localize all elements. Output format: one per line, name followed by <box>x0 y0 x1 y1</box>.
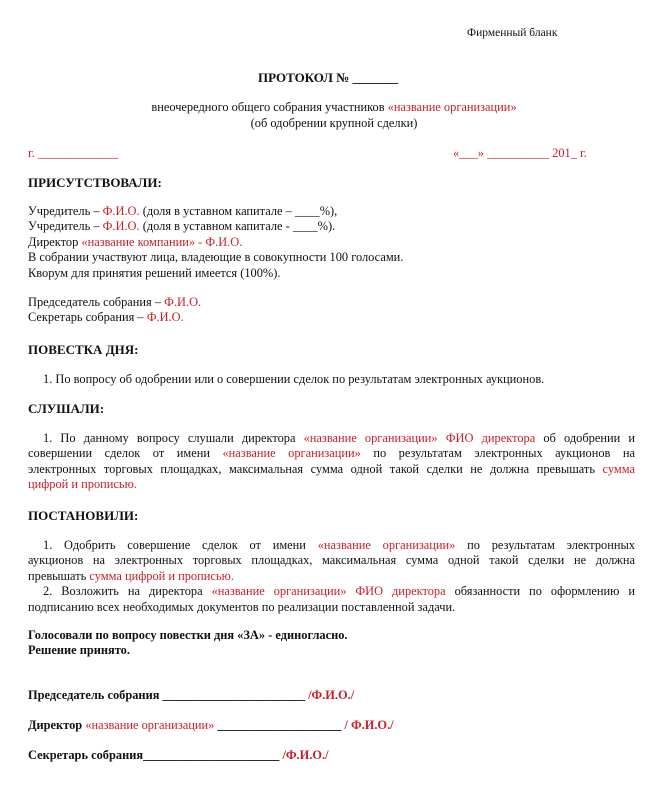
meeting-date: «___» __________ 201_ г. <box>453 146 587 160</box>
secretary-line: Секретарь собрания – Ф.И.О. <box>28 310 184 325</box>
signature-chair-name: /Ф.И.О./ <box>305 688 355 702</box>
letterhead-label: Фирменный бланк <box>467 27 558 39</box>
signature-director <box>28 718 394 733</box>
resolved-line-4: 2. Возложить на директора «название организации» ФИО директора обязанности по оформлению и <box>43 584 635 599</box>
signature-director-org: «название организации» <box>85 718 215 732</box>
heard-paragraph <box>28 431 635 493</box>
subtitle-prefix: внеочередного общего собрания участников <box>151 100 388 114</box>
signature-chair <box>28 688 354 703</box>
subtitle-line2: (об одобрении крупной сделки) <box>250 116 418 130</box>
signature-secretary-label: Секретарь собрания <box>28 748 144 762</box>
signature-chair-blank: _______________________ <box>162 688 306 702</box>
heard-line-2: совершении сделок от имени «название организации» по результатам электронных аукционов на <box>28 446 636 461</box>
quorum-line: Кворум для принятия решений имеется (100%). <box>28 265 281 280</box>
document-subtitle <box>124 100 544 131</box>
decision-line: Решение принято. <box>28 643 130 658</box>
signature-chair-label: Председатель собрания <box>28 688 163 702</box>
heard-heading: СЛУШАЛИ: <box>28 401 105 416</box>
document-title: ПРОТОКОЛ № _______ <box>258 70 399 85</box>
agenda-heading: ПОВЕСТКА ДНЯ: <box>28 342 139 357</box>
signature-secretary-name: /Ф.И.О./ <box>279 748 329 762</box>
founder-line-2: Учредитель – Ф.И.О. (доля в уставном капитале - ____%). <box>28 219 336 234</box>
signature-director-label: Директор <box>28 718 86 732</box>
resolved-line-3: превышать сумма цифрой и прописью. <box>28 568 234 583</box>
present-heading: ПРИСУТСТВОВАЛИ: <box>28 175 162 190</box>
signature-secretary-blank: ______________________ <box>143 748 280 762</box>
heard-line-3: электронных торговых площадках, максимальная сумма одной такой сделки не должна превышать сумма <box>28 461 635 476</box>
heard-line-4: цифрой и прописью. <box>28 477 137 492</box>
subtitle-org: «название организации» <box>387 100 517 114</box>
agenda-item-1: 1. По вопросу об одобрении или о совершении сделок по результатам электронных аукционов. <box>43 372 545 386</box>
present-list <box>28 204 403 281</box>
founder-line-1: Учредитель – Ф.И.О. (доля в уставном капитале – ____%), <box>28 204 338 218</box>
meeting-place <box>28 146 118 161</box>
resolved-paragraph <box>28 538 635 615</box>
signature-director-blank: ____________________ <box>214 718 342 732</box>
signature-director-name: / Ф.И.О./ <box>341 718 394 732</box>
vote-result <box>28 628 348 659</box>
resolved-line-1: 1. Одобрить совершение сделок от имени «название организации» по результатам электронных <box>43 538 636 552</box>
chair-line: Председатель собрания – Ф.И.О. <box>28 295 202 309</box>
votes-line: В собрании участвуют лица, владеющие в совокупности 100 голосами. <box>28 250 404 265</box>
place-city-label: г. <box>28 146 38 160</box>
place-blank: _____________ <box>37 146 119 160</box>
resolved-line-5: подписанию всех необходимых документов по реализации поставленной задачи. <box>28 599 456 614</box>
director-line: Директор «название компании» - Ф.И.О. <box>28 234 243 249</box>
vote-line: Голосовали по вопросу повестки дня «ЗА» - единогласно. <box>28 628 348 642</box>
resolved-heading: ПОСТАНОВИЛИ: <box>28 508 139 523</box>
resolved-line-2: аукционов на электронных торговых площадках, максимальная сумма одной такой сделки не должна <box>28 553 635 568</box>
signature-secretary <box>28 748 329 763</box>
officers-list <box>28 295 201 326</box>
heard-line-1: 1. По данному вопросу слушали директора «название организации» ФИО директора об одобрении и <box>43 431 635 445</box>
